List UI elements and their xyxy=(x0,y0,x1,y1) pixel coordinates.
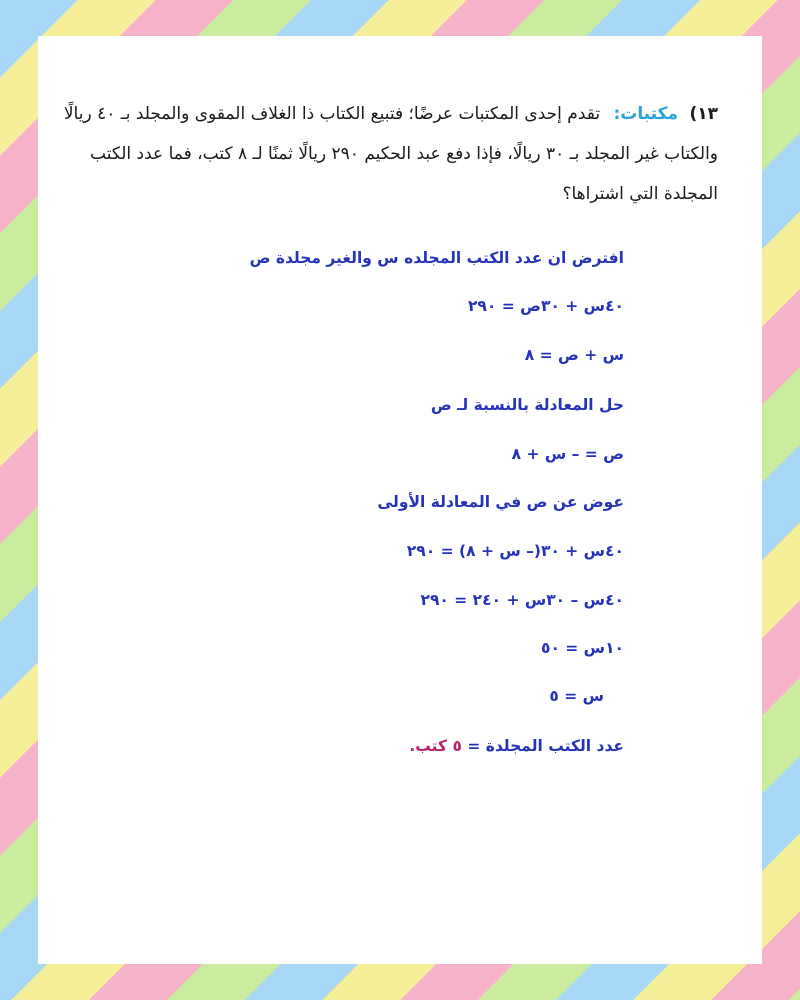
substitute-step-label: عوض عن ص في المعادلة الأولى xyxy=(377,493,624,511)
equation-7: س = ٥ xyxy=(549,687,604,705)
equation-1: ٤٠س + ٣٠ص = ٢٩٠ xyxy=(467,297,624,315)
problem-statement xyxy=(48,94,718,214)
equation-2: س + ص = ٨ xyxy=(524,346,624,364)
equation-4: ٤٠س + ٣٠(– س + ٨) = ٢٩٠ xyxy=(406,542,624,560)
equation-5: ٤٠س – ٣٠س + ٢٤٠ = ٢٩٠ xyxy=(420,591,624,609)
answer-label: عدد الكتب المجلدة = xyxy=(467,737,624,755)
problem-text: تقدم إحدى المكتبات عرضًا؛ فتبيع الكتاب ذا الغلاف المقوى والمجلد بـ ٤٠ ريالًا والكتاب غير المجلد بـ ٣٠ ريالًا، فإذا دفع عبد الحكيم ٢٩٠ ريالًا ثمنًا لـ ٨ كتب، فما عدد الكتب المجلدة التي اشتراها؟ xyxy=(63,104,718,204)
problem-topic: مكتبات: xyxy=(613,104,679,124)
final-answer xyxy=(409,734,624,758)
equation-6: ١٠س = ٥٠ xyxy=(540,639,624,657)
answer-value: ٥ كتب. xyxy=(409,737,462,755)
solve-step-label: حل المعادلة بالنسبة لـ ص xyxy=(430,396,624,414)
solution-assumption: افترض ان عدد الكتب المجلده س والغير مجلدة ص xyxy=(249,249,624,267)
equation-3: ص = – س + ٨ xyxy=(511,445,624,463)
problem-number: ١٣) xyxy=(689,104,718,124)
